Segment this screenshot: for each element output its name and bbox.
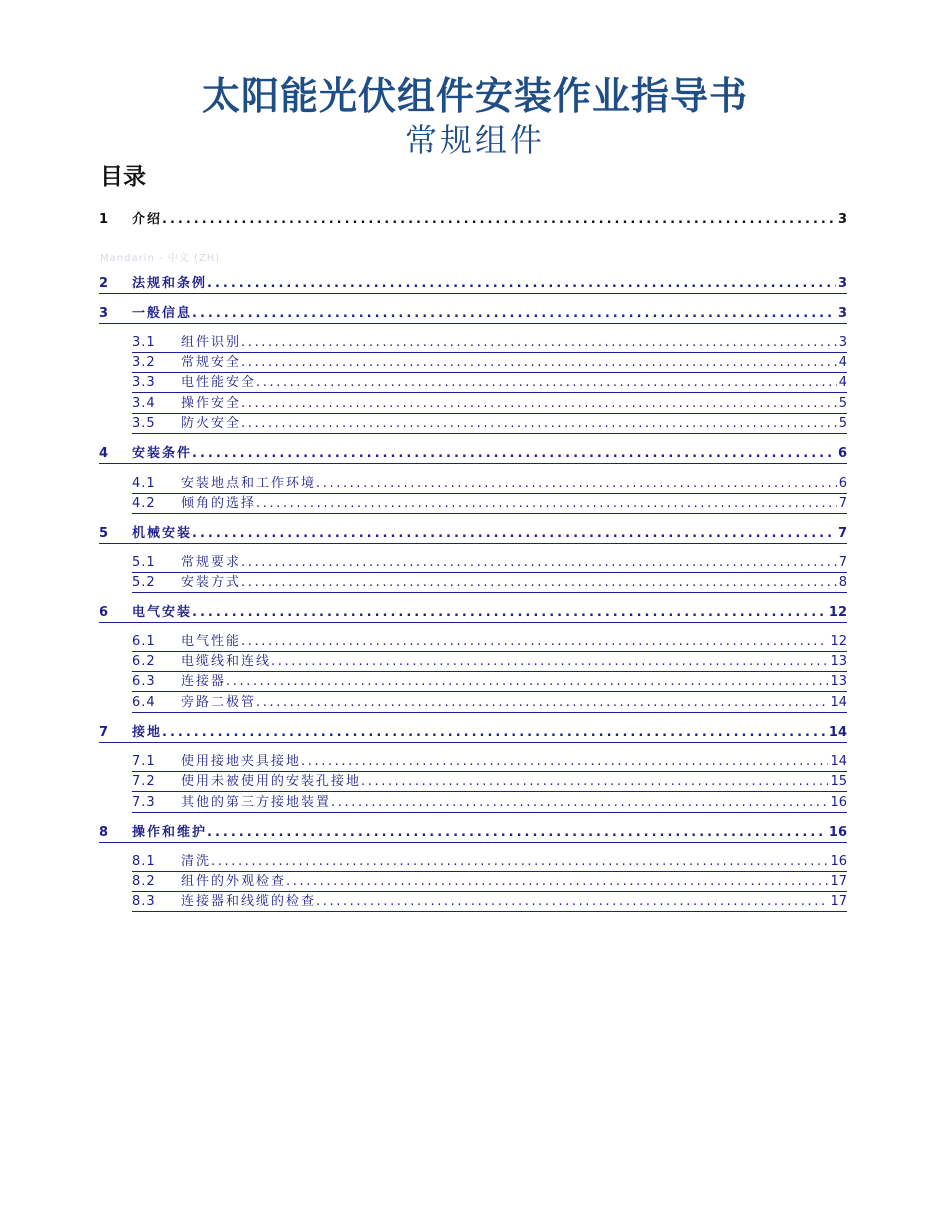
toc-entry-label: 使用未被使用的安装孔接地 <box>181 774 362 789</box>
toc-entry-label: 法规和条例 <box>132 276 208 291</box>
toc-entry-3-4[interactable] <box>132 395 847 414</box>
toc-entry-label: 组件的外观检查 <box>181 874 287 889</box>
toc-entry-page-number: 16 <box>830 795 847 810</box>
toc-entry-number: 8.3 <box>132 894 156 909</box>
toc-entry-page-number: 4 <box>838 355 847 370</box>
toc-entry-page-number: 7 <box>838 496 847 511</box>
toc-dot-leader <box>256 374 837 392</box>
toc-entry-number: 6.4 <box>132 695 156 710</box>
toc-dot-leader <box>192 604 827 622</box>
toc-dot-leader <box>207 824 827 842</box>
toc-entry-number: 2 <box>99 276 109 291</box>
toc-entry-label: 操作和维护 <box>132 825 208 840</box>
toc-entry-page-number: 13 <box>830 674 847 689</box>
toc-entry-label: 常规要求 <box>181 555 242 570</box>
toc-entry-page-number: 16 <box>830 854 847 869</box>
toc-dot-leader <box>241 395 837 413</box>
toc-dot-leader <box>211 853 828 871</box>
toc-dot-leader <box>192 445 836 463</box>
toc-entry-page-number: 12 <box>828 605 847 620</box>
toc-dot-leader <box>286 873 828 891</box>
toc-entry-number: 8.2 <box>132 874 156 889</box>
toc-dot-leader <box>241 633 828 651</box>
toc-entry-label: 连接器 <box>181 674 227 689</box>
toc-entry-label: 介绍 <box>132 212 163 227</box>
toc-entry-4-1[interactable] <box>132 475 847 494</box>
toc-entry-8-1[interactable] <box>132 853 847 872</box>
toc-entry-number: 3.1 <box>132 335 156 350</box>
toc-entry-label: 安装条件 <box>132 446 193 461</box>
toc-entry-3-5[interactable] <box>132 415 847 434</box>
toc-entry-number: 5.1 <box>132 555 156 570</box>
toc-entry-page-number: 12 <box>830 634 847 649</box>
document-title: 太阳能光伏组件安装作业指导书 <box>201 74 748 118</box>
toc-entry-number: 3.2 <box>132 355 156 370</box>
toc-entry-page-number: 14 <box>830 695 847 710</box>
toc-dot-leader <box>241 574 837 592</box>
toc-entry-number: 8 <box>99 825 109 840</box>
toc-entry-number: 5.2 <box>132 575 156 590</box>
toc-entry-number: 4 <box>99 446 109 461</box>
toc-entry-page-number: 7 <box>837 526 847 541</box>
toc-entry-3[interactable] <box>99 305 847 324</box>
toc-entry-5-1[interactable] <box>132 554 847 573</box>
toc-dot-leader <box>241 354 837 372</box>
toc-dot-leader <box>271 653 828 671</box>
toc-entry-page-number: 3 <box>837 306 847 321</box>
toc-entry-page-number: 16 <box>828 825 847 840</box>
toc-entry-label: 电性能安全 <box>181 375 257 390</box>
toc-entry-number: 7.3 <box>132 795 156 810</box>
toc-entry-number: 7.2 <box>132 774 156 789</box>
toc-dot-leader <box>192 525 836 543</box>
toc-dot-leader <box>226 673 828 691</box>
toc-entry-number: 1 <box>99 212 109 227</box>
toc-entry-label: 接地 <box>132 725 163 740</box>
toc-entry-6-1[interactable] <box>132 633 847 652</box>
toc-entry-label: 清洗 <box>181 854 212 869</box>
toc-entry-number: 6.1 <box>132 634 156 649</box>
toc-entry-number: 3.3 <box>132 375 156 390</box>
toc-dot-leader <box>241 334 837 352</box>
toc-entry-page-number: 6 <box>837 446 847 461</box>
toc-entry-label: 旁路二极管 <box>181 695 257 710</box>
toc-entry-7-2[interactable] <box>132 773 847 792</box>
toc-entry-label: 安装方式 <box>181 575 242 590</box>
toc-entry-page-number: 17 <box>830 894 847 909</box>
toc-entry-number: 8.1 <box>132 854 156 869</box>
toc-entry-6[interactable] <box>99 604 847 623</box>
toc-entry-7-3[interactable] <box>132 794 847 813</box>
toc-entry-label: 一般信息 <box>132 306 193 321</box>
toc-entry-page-number: 17 <box>830 874 847 889</box>
toc-dot-leader <box>192 305 836 323</box>
toc-entry-page-number: 15 <box>830 774 847 789</box>
toc-entry-page-number: 7 <box>838 555 847 570</box>
toc-entry-page-number: 14 <box>830 754 847 769</box>
document-subtitle: 常规组件 <box>404 121 545 159</box>
toc-entry-7[interactable] <box>99 724 847 743</box>
toc-entry-page-number: 6 <box>838 476 847 491</box>
toc-entry-page-number: 3 <box>837 276 847 291</box>
toc-entry-label: 其他的第三方接地装置 <box>181 795 332 810</box>
toc-entry-page-number: 14 <box>828 725 847 740</box>
toc-dot-leader <box>207 275 836 293</box>
toc-entry-label: 操作安全 <box>181 396 242 411</box>
toc-entry-8-2[interactable] <box>132 873 847 892</box>
toc-entry-label: 组件识别 <box>181 335 242 350</box>
toc-entry-page-number: 5 <box>838 416 847 431</box>
toc-dot-leader <box>301 753 828 771</box>
toc-entry-6-3[interactable] <box>132 673 847 692</box>
toc-entry-label: 连接器和线缆的检查 <box>181 894 317 909</box>
toc-entry-number: 7 <box>99 725 109 740</box>
toc-entry-number: 6.2 <box>132 654 156 669</box>
toc-entry-1[interactable] <box>99 211 847 229</box>
toc-entry-page-number: 3 <box>838 335 847 350</box>
toc-entry-number: 5 <box>99 526 109 541</box>
toc-heading: 目录 <box>100 164 146 190</box>
toc-entry-label: 倾角的选择 <box>181 496 257 511</box>
toc-dot-leader <box>316 475 837 493</box>
toc-entry-4[interactable] <box>99 445 847 464</box>
toc-dot-leader <box>241 554 837 572</box>
toc-entry-number: 3.5 <box>132 416 156 431</box>
toc-entry-5[interactable] <box>99 525 847 544</box>
toc-entry-label: 使用接地夹具接地 <box>181 754 302 769</box>
toc-entry-6-4[interactable] <box>132 694 847 713</box>
toc-entry-number: 4.1 <box>132 476 156 491</box>
toc-entry-label: 电气安装 <box>132 605 193 620</box>
toc-dot-leader <box>162 724 827 742</box>
toc-entry-label: 防火安全 <box>181 416 242 431</box>
toc-entry-3-1[interactable] <box>132 334 847 353</box>
toc-entry-page-number: 5 <box>838 396 847 411</box>
toc-entry-8-3[interactable] <box>132 893 847 912</box>
toc-entry-3-3[interactable] <box>132 374 847 393</box>
toc-entry-6-2[interactable] <box>132 653 847 672</box>
toc-entry-2[interactable] <box>99 275 847 294</box>
toc-entry-number: 6 <box>99 605 109 620</box>
toc-dot-leader <box>331 794 828 812</box>
toc-entry-7-1[interactable] <box>132 753 847 772</box>
toc-entry-page-number: 4 <box>838 375 847 390</box>
toc-entry-8[interactable] <box>99 824 847 843</box>
toc-dot-leader <box>256 495 837 513</box>
toc-dot-leader <box>241 415 837 433</box>
toc-dot-leader <box>256 694 828 712</box>
toc-dot-leader <box>162 211 836 229</box>
toc-entry-page-number: 8 <box>838 575 847 590</box>
toc-entry-label: 机械安装 <box>132 526 193 541</box>
toc-entry-3-2[interactable] <box>132 354 847 373</box>
toc-entry-page-number: 3 <box>837 212 847 227</box>
toc-entry-number: 6.3 <box>132 674 156 689</box>
toc-entry-page-number: 13 <box>830 654 847 669</box>
toc-entry-5-2[interactable] <box>132 574 847 593</box>
toc-entry-number: 4.2 <box>132 496 156 511</box>
toc-entry-number: 3.4 <box>132 396 156 411</box>
toc-entry-label: 常规安全 <box>181 355 242 370</box>
toc-dot-leader <box>316 893 828 911</box>
toc-entry-number: 3 <box>99 306 109 321</box>
toc-entry-label: 安装地点和工作环境 <box>181 476 317 491</box>
toc-dot-leader <box>361 773 828 791</box>
toc-entry-label: 电缆线和连线 <box>181 654 272 669</box>
toc-entry-label: 电气性能 <box>181 634 242 649</box>
toc-entry-4-2[interactable] <box>132 495 847 514</box>
faint-language-note: Mandarin - 中文 (ZH) <box>100 253 221 264</box>
toc-entry-number: 7.1 <box>132 754 156 769</box>
